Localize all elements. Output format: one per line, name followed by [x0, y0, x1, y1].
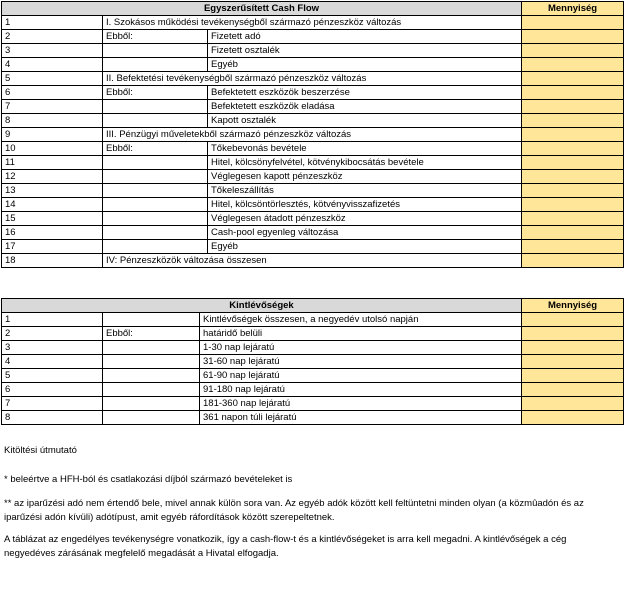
row-number: 6 [2, 383, 103, 397]
row-description: 361 napon túli lejáratú [200, 411, 522, 425]
row-label: Ebből: [103, 30, 208, 44]
row-number: 1 [2, 16, 103, 30]
note-2: ** az iparűzési adó nem értendő bele, mivel annak külön sora van. Az egyéb adók között kell feltüntetni minden olyan (a közmûadón és az iparűzési adón kívüli) adótípust, amit egyéb ráfordítások között szerepeltetnek. [4, 498, 584, 523]
row-number: 8 [2, 114, 103, 128]
receivables-row [2, 369, 624, 383]
row-number: 12 [2, 170, 103, 184]
row-label: Ebből: [103, 327, 200, 341]
amount-input-cell[interactable] [522, 156, 624, 170]
row-description: Véglegesen kapott pénzeszköz [208, 170, 522, 184]
row-label [103, 170, 208, 184]
row-description: II. Befektetési tevékenységből származó pénzeszköz változás [103, 72, 522, 86]
cashflow-row [2, 86, 624, 100]
amount-input-cell[interactable] [522, 16, 624, 30]
row-label [103, 397, 200, 411]
row-number: 4 [2, 58, 103, 72]
row-description: Kapott osztalék [208, 114, 522, 128]
amount-input-cell[interactable] [522, 383, 624, 397]
amount-input-cell[interactable] [522, 341, 624, 355]
amount-input-cell[interactable] [522, 397, 624, 411]
cashflow-row [2, 156, 624, 170]
row-label [103, 226, 208, 240]
row-number: 3 [2, 341, 103, 355]
amount-input-cell[interactable] [522, 355, 624, 369]
receivables-row [2, 341, 624, 355]
amount-input-cell[interactable] [522, 313, 624, 327]
row-label [103, 411, 200, 425]
row-number: 5 [2, 72, 103, 86]
row-label [103, 240, 208, 254]
row-number: 2 [2, 30, 103, 44]
row-description: Véglegesen átadott pénzeszköz [208, 212, 522, 226]
cashflow-row [2, 128, 624, 142]
row-description: 91-180 nap lejáratú [200, 383, 522, 397]
row-description: Tőkeleszállítás [208, 184, 522, 198]
row-label [103, 212, 208, 226]
amount-input-cell[interactable] [522, 128, 624, 142]
row-label [103, 58, 208, 72]
cashflow-row [2, 72, 624, 86]
amount-input-cell[interactable] [522, 58, 624, 72]
row-description: IV: Pénzeszközök változása összesen [103, 254, 522, 268]
cashflow-row [2, 184, 624, 198]
row-description: 31-60 nap lejáratú [200, 355, 522, 369]
row-description: Kintlévőségek összesen, a negyedév utolsó napján [200, 313, 522, 327]
cashflow-row [2, 212, 624, 226]
row-label [103, 184, 208, 198]
cashflow-row [2, 254, 624, 268]
row-label [103, 369, 200, 383]
row-number: 7 [2, 100, 103, 114]
row-label: Ebből: [103, 86, 208, 100]
row-description: Cash-pool egyenleg változása [208, 226, 522, 240]
cashflow-row [2, 100, 624, 114]
row-label [103, 355, 200, 369]
row-description: 61-90 nap lejáratú [200, 369, 522, 383]
receivables-amount-header: Mennyiség [522, 299, 624, 313]
cashflow-row [2, 114, 624, 128]
row-number: 17 [2, 240, 103, 254]
row-label [103, 341, 200, 355]
row-description: I. Szokásos működési tevékenységből származó pénzeszköz változás [103, 16, 522, 30]
receivables-row [2, 313, 624, 327]
cashflow-row [2, 30, 624, 44]
amount-input-cell[interactable] [522, 327, 624, 341]
amount-input-cell[interactable] [522, 170, 624, 184]
row-description: Befektetett eszközök beszerzése [208, 86, 522, 100]
row-number: 10 [2, 142, 103, 156]
row-number: 3 [2, 44, 103, 58]
row-label [103, 313, 200, 327]
receivables-row [2, 397, 624, 411]
row-label [103, 156, 208, 170]
amount-input-cell[interactable] [522, 240, 624, 254]
amount-input-cell[interactable] [522, 72, 624, 86]
row-number: 15 [2, 212, 103, 226]
row-description: 1-30 nap lejáratú [200, 341, 522, 355]
cashflow-row [2, 44, 624, 58]
receivables-table [1, 298, 624, 425]
row-number: 11 [2, 156, 103, 170]
cashflow-row [2, 198, 624, 212]
row-description: Egyéb [208, 240, 522, 254]
amount-input-cell[interactable] [522, 226, 624, 240]
row-label [103, 383, 200, 397]
cashflow-amount-header: Mennyiség [522, 2, 624, 16]
receivables-row [2, 355, 624, 369]
cashflow-row [2, 240, 624, 254]
row-description: Fizetett osztalék [208, 44, 522, 58]
amount-input-cell[interactable] [522, 411, 624, 425]
cashflow-header-row [2, 2, 624, 16]
row-label [103, 44, 208, 58]
cashflow-table [1, 1, 624, 268]
row-description: Hitel, kölcsöntörlesztés, kötvényvisszafizetés [208, 198, 522, 212]
row-number: 9 [2, 128, 103, 142]
row-number: 5 [2, 369, 103, 383]
cashflow-row [2, 58, 624, 72]
amount-input-cell[interactable] [522, 142, 624, 156]
receivables-header-row [2, 299, 624, 313]
amount-input-cell[interactable] [522, 44, 624, 58]
amount-input-cell[interactable] [522, 184, 624, 198]
amount-input-cell[interactable] [522, 86, 624, 100]
note-3: A táblázat az engedélyes tevékenységre vonatkozik, így a cash-flow-t és a kintlévőségeket is arra kell megadni. A kintlévőségek a cég negyedéves zárásának megfelelő megadását a Hivatal elfogadja. [4, 534, 567, 559]
cashflow-row [2, 170, 624, 184]
amount-input-cell[interactable] [522, 100, 624, 114]
row-description: Hitel, kölcsönyfelvétel, kötvénykibocsátás bevétele [208, 156, 522, 170]
cashflow-row [2, 142, 624, 156]
row-number: 4 [2, 355, 103, 369]
cashflow-title: Egyszerűsített Cash Flow [2, 2, 522, 16]
row-description: Tőkebevonás bevétele [208, 142, 522, 156]
receivables-row [2, 383, 624, 397]
row-number: 18 [2, 254, 103, 268]
row-number: 2 [2, 327, 103, 341]
row-number: 7 [2, 397, 103, 411]
row-description: Egyéb [208, 58, 522, 72]
amount-input-cell[interactable] [522, 212, 624, 226]
row-number: 6 [2, 86, 103, 100]
row-label [103, 198, 208, 212]
amount-input-cell[interactable] [522, 254, 624, 268]
row-label: Ebből: [103, 142, 208, 156]
row-description: 181-360 nap lejáratú [200, 397, 522, 411]
row-number: 8 [2, 411, 103, 425]
amount-input-cell[interactable] [522, 114, 624, 128]
cashflow-row [2, 16, 624, 30]
row-number: 16 [2, 226, 103, 240]
row-number: 13 [2, 184, 103, 198]
receivables-row [2, 411, 624, 425]
receivables-row [2, 327, 624, 341]
row-label [103, 100, 208, 114]
cashflow-row [2, 226, 624, 240]
row-description: Befektetett eszközök eladása [208, 100, 522, 114]
row-number: 14 [2, 198, 103, 212]
instructions-title: Kitöltési útmutató [4, 445, 77, 456]
amount-input-cell[interactable] [522, 369, 624, 383]
row-description: határidő belüli [200, 327, 522, 341]
amount-input-cell[interactable] [522, 198, 624, 212]
receivables-title: Kintlévőségek [2, 299, 522, 313]
row-description: III. Pénzügyi műveletekből származó pénzeszköz változás [103, 128, 522, 142]
note-1: * beleértve a HFH-ból és csatlakozási díjból származó bevételeket is [4, 474, 293, 485]
row-number: 1 [2, 313, 103, 327]
row-label [103, 114, 208, 128]
amount-input-cell[interactable] [522, 30, 624, 44]
row-description: Fizetett adó [208, 30, 522, 44]
